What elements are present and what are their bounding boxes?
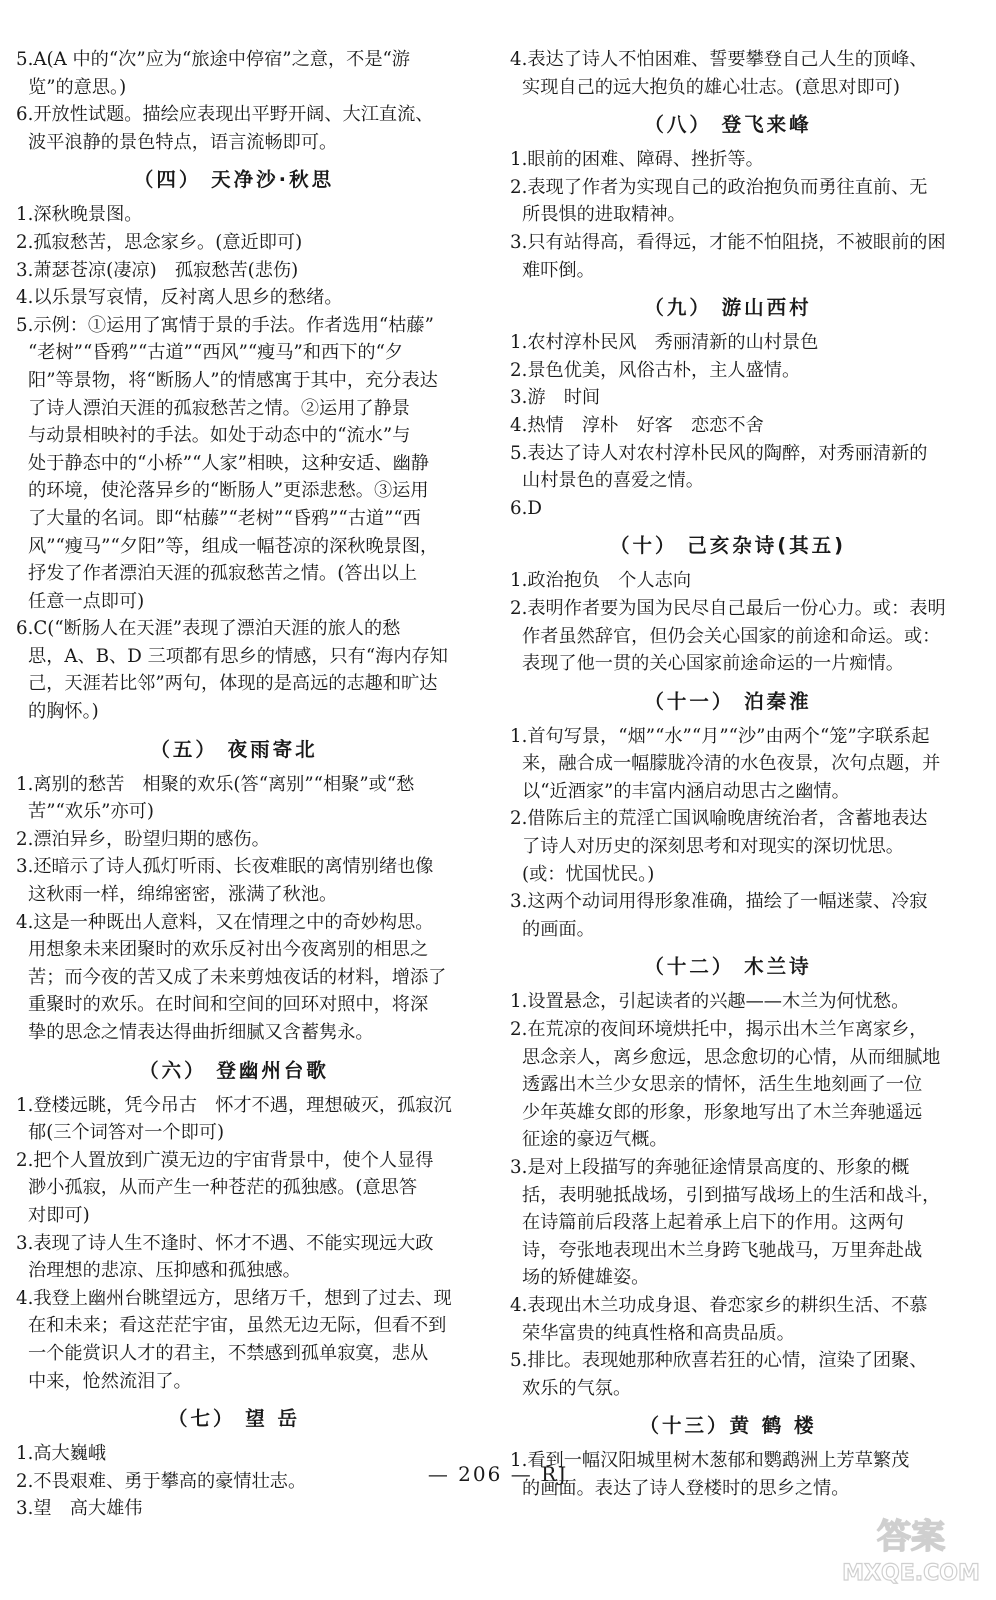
answer-line: 6.开放性试题。描绘应表现出平野开阔、大江直流、 xyxy=(16,104,434,126)
answer-line: 2.在荒凉的夜间环境烘托中，揭示出木兰乍离家乡， xyxy=(510,1019,928,1041)
answer-line: 3.只有站得高，看得远，才能不怕阻挠，不被眼前的困 xyxy=(510,231,946,253)
answer-line: 思念亲人，离乡愈远，思念愈切的心情，从而细腻地 xyxy=(522,1046,941,1068)
answer-line: 2.表现了作者为实现自己的政治抱负而勇往直前、无 xyxy=(510,176,928,198)
answer-line: 一个能赏识人才的君主，不禁感到孤单寂寞，悲从 xyxy=(28,1342,429,1364)
answer-line: 括，表明驰抵战场，引到描写战场上的生活和战斗， xyxy=(522,1184,941,1206)
answer-line: (或：忧国忧民。) xyxy=(522,863,655,885)
section-title: （九） 游山西村 xyxy=(644,296,812,320)
answer-line: 2.表明作者要为国为民尽自己最后一份心力。或：表明 xyxy=(510,597,946,619)
answer-line: 来，融合成一幅朦胧冷清的水色夜景，次句点题，并 xyxy=(522,753,941,775)
answer-line: 2.孤寂愁苦，思念家乡。(意近即可) xyxy=(16,231,303,253)
answer-line: 3.游 时间 xyxy=(510,387,601,409)
section-title: （八） 登飞来峰 xyxy=(644,113,812,137)
answer-line: 1.眼前的困难、障碍、挫折等。 xyxy=(510,149,764,171)
answer-line: 山村景色的喜爱之情。 xyxy=(522,470,704,492)
answer-line: 3.萧瑟苍凉(凄凉) 孤寂愁苦(悲伤) xyxy=(16,259,299,281)
svg-text:MXQE.COM: MXQE.COM xyxy=(842,1561,980,1586)
answer-line: 4.热情 淳朴 好客 恋恋不舍 xyxy=(510,414,764,436)
answer-line: 对即可) xyxy=(28,1204,90,1226)
answer-line: 作者虽然辞官，但仍会关心国家的前途和命运。或： xyxy=(522,625,941,647)
answer-line: 所畏惧的进取精神。 xyxy=(522,204,686,226)
answer-line: 思，A、B、D 三项都有思乡的情感，只有“海内存知 xyxy=(28,645,448,667)
answer-line: “老树”“昏鸦”“古道”“西风”“瘦马”和西下的“夕 xyxy=(28,342,404,364)
answer-line: 的画面。 xyxy=(522,918,595,940)
answer-line: 3.表现了诗人生不逢时、怀才不遇、不能实现远大政 xyxy=(16,1232,434,1254)
answer-line: 6.C(“断肠人在天涯”表现了漂泊天涯的旅人的愁 xyxy=(16,618,401,640)
answer-line: 场的矫健雄姿。 xyxy=(522,1267,650,1289)
answer-line: 少年英雄女郎的形象，形象地写出了木兰奔驰遥远 xyxy=(522,1101,923,1123)
answer-line: 3.是对上段描写的奔驰征途情景高度的、形象的概 xyxy=(510,1157,910,1178)
answer-line: 5.表达了诗人对农村淳朴民风的陶醉，对秀丽清新的 xyxy=(510,442,928,464)
answer-line: 抒发了作者漂泊天涯的孤寂愁苦之情。(答出以上 xyxy=(28,563,418,585)
answer-line: 征途的豪迈气概。 xyxy=(522,1129,668,1151)
answer-line: 1.政治抱负 个人志向 xyxy=(510,570,692,592)
answer-line: 4.以乐景写哀情，反衬离人思乡的愁绪。 xyxy=(16,287,343,309)
answer-line: 2.漂泊异乡，盼望归期的感伤。 xyxy=(16,828,270,850)
answer-line: 己，天涯若比邻”两句，体现的是高远的志趣和旷达 xyxy=(28,673,438,695)
answer-line: 郁(三个词答对一个即可) xyxy=(28,1122,225,1144)
answer-line: 难吓倒。 xyxy=(522,259,595,281)
answer-line: 荣华富贵的纯真性格和高贵品质。 xyxy=(522,1322,795,1344)
answer-line: 5.示例：①运用了寓情于景的手法。作者选用“枯藤” xyxy=(16,314,434,336)
answer-line: 3.这两个动词用得形象准确，描绘了一幅迷蒙、冷寂 xyxy=(510,891,928,913)
answer-line: 1.登楼远眺，凭今吊古 怀才不遇，理想破灭，孤寂沉 xyxy=(16,1094,452,1116)
answer-line: 苦”“欢乐”亦可) xyxy=(28,801,154,823)
answer-line: 4.我登上幽州台眺望远方，思绪万千，想到了过去、现 xyxy=(16,1287,452,1309)
answer-line: 这秋雨一样，绵绵密密，涨满了秋池。 xyxy=(28,884,338,906)
answer-line: 6.D xyxy=(510,497,542,519)
answer-line: 风”“瘦马”“夕阳”等，组成一幅苍凉的深秋晚景图， xyxy=(28,535,439,557)
answer-line: 表现了他一贯的关心国家前途命运的一片痴情。 xyxy=(522,653,904,675)
answer-line: 1.首句写景，“烟”“水”“月”“沙”由两个“笼”字联系起 xyxy=(510,725,930,747)
answer-line: 1.高大巍峨 xyxy=(16,1443,107,1465)
answer-line: 1.离别的愁苦 相聚的欢乐(答“离别”“相聚”或“愁 xyxy=(16,773,415,795)
answer-line: 波平浪静的景色特点，语言流畅即可。 xyxy=(28,131,338,153)
section-title: （十一） 泊秦淮 xyxy=(644,689,812,713)
answer-line: 1.农村淳朴民风 秀丽清新的山村景色 xyxy=(510,332,819,354)
answer-line: 3.望 高大雄伟 xyxy=(16,1498,143,1520)
answer-line: 了诗人漂泊天涯的孤寂愁苦之情。②运用了静景 xyxy=(28,397,410,419)
answer-line: 中来，怆然流泪了。 xyxy=(28,1370,192,1392)
watermark-logo-icon xyxy=(836,1510,986,1590)
answer-line: 3.还暗示了诗人孤灯听雨、长夜难眠的离情别绪也像 xyxy=(16,856,434,878)
answer-line: 在和未来；看这茫茫宇宙，虽然无边无际，但看不到 xyxy=(28,1315,447,1337)
answer-line: 在诗篇前后段落上起着承上启下的作用。这两句 xyxy=(522,1212,904,1234)
answer-line: 览”的意思。) xyxy=(28,76,127,98)
section-title: （四） 天净沙·秋思 xyxy=(133,168,335,192)
answer-line: 5.排比。表现她那种欣喜若狂的心情，渲染了团聚、 xyxy=(510,1350,928,1372)
answer-line: 渺小孤寂，从而产生一种苍茫的孤独感。(意思答 xyxy=(28,1177,418,1199)
answer-line: 挚的思念之情表达得曲折细腻又含蓄隽永。 xyxy=(28,1022,374,1043)
answer-line: 的环境，使沦落异乡的“断肠人”更添悲愁。③运用 xyxy=(28,480,429,502)
answer-line: 4.这是一种既出人意料，又在情理之中的奇妙构思。 xyxy=(16,911,434,933)
answer-line: 2.借陈后主的荒淫亡国讽喻晚唐统治者，含蓄地表达 xyxy=(510,808,928,830)
answer-line: 1.看到一幅汉阳城里树木葱郁和鹦鹉洲上芳草繁茂 xyxy=(510,1450,910,1472)
answer-line: 5.A(A 中的“次”应为“旅途中停宿”之意，不是“游 xyxy=(16,49,410,70)
answer-line: 1.设置悬念，引起读者的兴趣——木兰为何忧愁。 xyxy=(510,991,910,1013)
answer-line: 阳”等景物，将“断肠人”的情感寓于其中，充分表达 xyxy=(28,369,438,391)
answer-line: 2.景色优美，风俗古朴，主人盛情。 xyxy=(510,359,801,381)
answer-line: 治理想的悲凉、压抑感和孤独感。 xyxy=(28,1260,301,1282)
answer-line: 透露出木兰少女思亲的情怀，活生生地刻画了一位 xyxy=(522,1074,923,1096)
left-column xyxy=(14,46,454,1523)
section-title: （五） 夜雨寄北 xyxy=(150,737,318,761)
answer-line: 了大量的名词。即“枯藤”“老树”“昏鸦”“古道”“西 xyxy=(28,507,421,529)
answer-line: 处于静态中的“小桥”“人家”相映，这种安适、幽静 xyxy=(28,452,429,474)
answer-line: 以“近酒家”的丰富内涵启动思古之幽情。 xyxy=(522,780,850,802)
svg-text:答案: 答案 xyxy=(877,1517,945,1557)
answer-line: 诗，夸张地表现出木兰身跨飞驰战马，万里奔赴战 xyxy=(522,1239,923,1261)
section-title: （十三）黄 鹤 楼 xyxy=(639,1414,817,1438)
answer-line: 的胸怀。) xyxy=(28,701,99,723)
answer-line: 重聚时的欢乐。在时间和空间的回环对照中，将深 xyxy=(28,994,429,1016)
answer-line: 苦；而今夜的苦又成了未来剪烛夜话的材料，增添了 xyxy=(28,966,447,988)
answer-line: 与动景相映衬的手法。如处于动态中的“流水”与 xyxy=(28,425,411,447)
section-title: （十） 己亥杂诗(其五) xyxy=(609,534,847,558)
answer-line: 4.表现出木兰功成身退、眷恋家乡的耕织生活、不慕 xyxy=(510,1294,928,1316)
page-number: — 206 — RJ xyxy=(427,1462,569,1486)
section-title: （七） 望 岳 xyxy=(167,1407,301,1431)
answer-line: 2.不畏艰难、勇于攀高的豪情壮志。 xyxy=(16,1470,307,1492)
answer-line: 了诗人对历史的深刻思考和对现实的深切忧思。 xyxy=(522,836,904,858)
answer-line: 实现自己的远大抱负的雄心壮志。(意思对即可) xyxy=(522,76,900,98)
answer-line: 任意一点即可) xyxy=(28,590,145,612)
section-title: （六） 登幽州台歌 xyxy=(139,1058,329,1082)
section-title: （十二） 木兰诗 xyxy=(644,955,812,979)
answer-line: 的画面。表达了诗人登楼时的思乡之情。 xyxy=(522,1477,850,1499)
right-column xyxy=(508,46,948,1503)
answer-line: 用想象未来团聚时的欢乐反衬出今夜离别的相思之 xyxy=(28,939,429,961)
answer-line: 1.深秋晚景图。 xyxy=(16,204,143,226)
answer-line: 2.把个人置放到广漠无边的宇宙背景中，使个人显得 xyxy=(16,1149,434,1171)
answer-line: 欢乐的气氛。 xyxy=(522,1377,632,1399)
answer-line: 4.表达了诗人不怕困难、誓要攀登自己人生的顶峰、 xyxy=(510,49,928,70)
